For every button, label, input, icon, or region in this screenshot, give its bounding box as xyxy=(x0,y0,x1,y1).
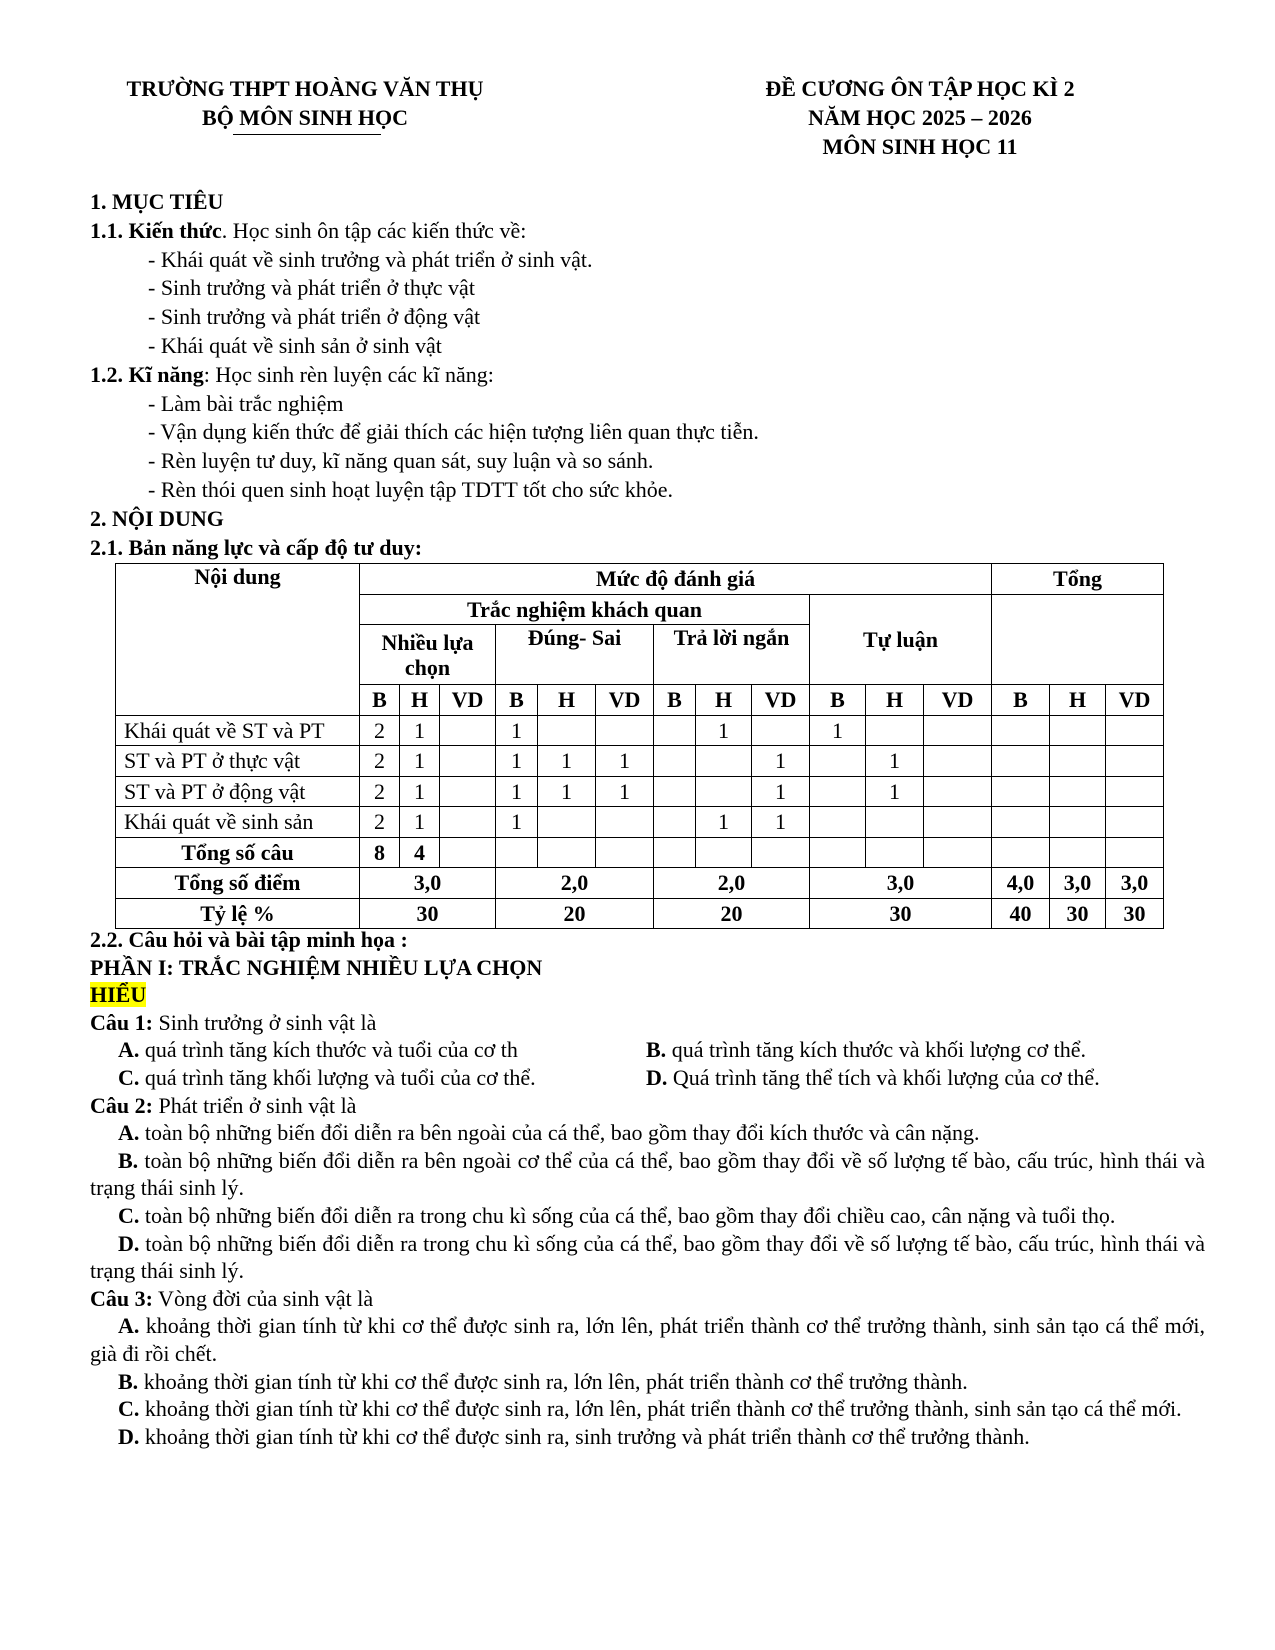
header-left xyxy=(80,74,530,132)
matrix-cell: 1 xyxy=(400,746,440,777)
section-1-title: 1. MỤC TIÊU xyxy=(90,189,224,214)
ratio-row-label: Tỷ lệ % xyxy=(116,898,360,929)
matrix-cell xyxy=(752,715,810,746)
level-tag: HIỂU xyxy=(90,982,147,1008)
total-questions-row xyxy=(116,837,1164,868)
matrix-cell xyxy=(1106,746,1164,777)
matrix-cell xyxy=(440,776,496,807)
summary-cell: 20 xyxy=(496,898,654,929)
matrix-cell xyxy=(992,746,1050,777)
matrix-cell xyxy=(810,746,866,777)
header-underline xyxy=(233,134,381,135)
matrix-cell xyxy=(1106,776,1164,807)
option-a: A. quá trình tăng kích thước và tuổi của cơ th xyxy=(118,1037,518,1063)
matrix-cell xyxy=(992,807,1050,838)
level-header: Mức độ đánh giá xyxy=(360,564,992,595)
skills-heading: 1.2. Kĩ năng: Học sinh rèn luyện các kĩ năng: xyxy=(90,361,494,387)
matrix-cell: 1 xyxy=(496,715,538,746)
matrix-cell xyxy=(654,807,696,838)
matrix-cell xyxy=(924,746,992,777)
matrix-cell: 1 xyxy=(596,746,654,777)
matrix-cell: 1 xyxy=(866,746,924,777)
question-1-options-row xyxy=(90,1036,1205,1064)
matrix-cell: 1 xyxy=(538,746,596,777)
essay-header: Tự luận xyxy=(810,594,992,685)
matrix-cell xyxy=(924,807,992,838)
option-b: B. khoảng thời gian tính từ khi cơ thể được sinh ra, lớn lên, phát triển thành cơ thể trưởng thành. xyxy=(118,1368,968,1394)
level-header-cell: VD xyxy=(1106,685,1164,716)
matrix-cell xyxy=(866,837,924,868)
option-c: C. khoảng thời gian tính từ khi cơ thể được sinh ra, lớn lên, phát triển thành cơ thể trưởng thành, sinh sản tạo cá thể mới. xyxy=(118,1396,1182,1422)
level-header-cell: VD xyxy=(440,685,496,716)
short-answer-header: Trả lời ngắn xyxy=(654,625,810,685)
matrix-heading: 2.1. Bản năng lực và cấp độ tư duy: xyxy=(90,534,423,560)
summary-cell: 30 xyxy=(1106,898,1164,929)
question-1-options-row xyxy=(90,1064,1205,1092)
matrix-cell: 1 xyxy=(696,715,752,746)
knowledge-item: - Khái quát về sinh sản ở sinh vật xyxy=(148,332,442,358)
matrix-cell: 2 xyxy=(360,746,400,777)
ratio-row xyxy=(116,898,1164,929)
matrix-cell xyxy=(696,776,752,807)
total-header-blank xyxy=(992,594,1164,685)
matrix-cell xyxy=(538,807,596,838)
skills-item: - Rèn luyện tư duy, kĩ năng quan sát, suy luận và so sánh. xyxy=(148,448,654,474)
matrix-cell xyxy=(1050,715,1106,746)
level-header-cell: B xyxy=(360,685,400,716)
summary-cell: 40 xyxy=(992,898,1050,929)
true-false-header: Đúng- Sai xyxy=(496,625,654,685)
matrix-cell: 8 xyxy=(360,837,400,868)
matrix-cell xyxy=(1106,837,1164,868)
row-label: ST và PT ở thực vật xyxy=(116,746,360,777)
summary-cell: 30 xyxy=(1050,898,1106,929)
matrix-cell xyxy=(810,837,866,868)
matrix-cell: 1 xyxy=(400,715,440,746)
matrix-cell: 2 xyxy=(360,715,400,746)
summary-cell: 30 xyxy=(360,898,496,929)
summary-cell: 3,0 xyxy=(1106,868,1164,899)
matrix-cell xyxy=(924,837,992,868)
summary-cell: 2,0 xyxy=(496,868,654,899)
matrix-row xyxy=(116,807,1164,838)
matrix-cell xyxy=(1050,746,1106,777)
summary-cell: 30 xyxy=(810,898,992,929)
matrix-cell: 1 xyxy=(752,776,810,807)
matrix-cell: 1 xyxy=(752,807,810,838)
matrix-cell xyxy=(440,837,496,868)
objective-header: Trắc nghiệm khách quan xyxy=(360,594,810,625)
knowledge-item: - Sinh trưởng và phát triển ở động vật xyxy=(148,304,481,330)
matrix-cell: 1 xyxy=(696,807,752,838)
matrix-cell: 1 xyxy=(496,807,538,838)
knowledge-heading: 1.1. Kiến thức. Học sinh ôn tập các kiến thức về: xyxy=(90,217,527,243)
matrix-row xyxy=(116,746,1164,777)
matrix-cell xyxy=(992,715,1050,746)
matrix-cell: 1 xyxy=(496,776,538,807)
level-header-cell: VD xyxy=(752,685,810,716)
matrix-header-row xyxy=(116,564,1164,595)
matrix-cell xyxy=(654,776,696,807)
matrix-cell: 1 xyxy=(752,746,810,777)
matrix-cell: 4 xyxy=(400,837,440,868)
level-header-cell: VD xyxy=(924,685,992,716)
matrix-cell xyxy=(810,776,866,807)
option-d: D. khoảng thời gian tính từ khi cơ thể được sinh ra, sinh trưởng và phát triển thành cơ thể trưởng thành. xyxy=(118,1423,1030,1449)
knowledge-item: - Sinh trưởng và phát triển ở thực vật xyxy=(148,275,475,301)
matrix-cell xyxy=(810,807,866,838)
matrix-cell xyxy=(440,715,496,746)
summary-cell: 3,0 xyxy=(360,868,496,899)
questions-heading: 2.2. Câu hỏi và bài tập minh họa : xyxy=(90,927,408,952)
matrix-cell: 1 xyxy=(400,776,440,807)
matrix-cell xyxy=(654,715,696,746)
matrix-cell xyxy=(866,807,924,838)
level-header-cell: H xyxy=(400,685,440,716)
summary-cell: 2,0 xyxy=(654,868,810,899)
matrix-cell: 2 xyxy=(360,807,400,838)
department-name: BỘ MÔN SINH HỌC xyxy=(202,105,408,130)
content-header: Nội dung xyxy=(116,564,360,716)
matrix-cell: 1 xyxy=(866,776,924,807)
matrix-cell xyxy=(440,746,496,777)
option-b: B. quá trình tăng kích thước và khối lượng cơ thể. xyxy=(646,1037,1087,1063)
option-d: D. Quá trình tăng thể tích và khối lượng của cơ thể. xyxy=(646,1064,1100,1090)
level-header-cell: H xyxy=(538,685,596,716)
option-a: A. khoảng thời gian tính từ khi cơ thể được sinh ra, lớn lên, phát triển thành cơ thể trưởng thành, sinh sản tạo cá thể mới, già đi rồi chết. xyxy=(90,1313,1205,1366)
level-header-cell: H xyxy=(1050,685,1106,716)
matrix-cell xyxy=(696,746,752,777)
matrix-cell: 2 xyxy=(360,776,400,807)
question-3: Câu 3: Vòng đời của sinh vật là xyxy=(90,1285,374,1311)
matrix-cell xyxy=(992,837,1050,868)
matrix-cell xyxy=(1050,807,1106,838)
matrix-cell xyxy=(924,776,992,807)
matrix-cell xyxy=(654,746,696,777)
matrix-cell xyxy=(538,837,596,868)
level-header-cell: B xyxy=(810,685,866,716)
matrix-cell xyxy=(696,837,752,868)
option-c: C. toàn bộ những biến đổi diễn ra trong chu kì sống của cá thể, bao gồm thay đổi chiều cao, cân nặng và tuổi thọ. xyxy=(118,1202,1116,1228)
row-label: Khái quát về sinh sản xyxy=(116,807,360,838)
assessment-matrix-table xyxy=(115,563,1164,929)
matrix-cell xyxy=(1106,715,1164,746)
matrix-cell xyxy=(992,776,1050,807)
objectives-section xyxy=(90,188,1200,562)
document-title: ĐỀ CƯƠNG ÔN TẬP HỌC KÌ 2 xyxy=(765,76,1075,101)
skills-item: - Làm bài trắc nghiệm xyxy=(148,390,344,416)
question-1: Câu 1: Sinh trưởng ở sinh vật là xyxy=(90,1009,377,1035)
matrix-cell xyxy=(596,837,654,868)
skills-item: - Rèn thói quen sinh hoạt luyện tập TDTT tốt cho sức khỏe. xyxy=(148,476,673,502)
level-header-cell: B xyxy=(654,685,696,716)
summary-cell: 4,0 xyxy=(992,868,1050,899)
option-d: D. toàn bộ những biến đổi diễn ra trong chu kì sống của cá thể, bao gồm thay đổi về số lượng tế bào, cấu trúc, hình thái và trạng thái sinh lý. xyxy=(90,1230,1205,1284)
row-label: ST và PT ở động vật xyxy=(116,776,360,807)
questions-section xyxy=(90,926,1205,1450)
matrix-cell xyxy=(596,715,654,746)
matrix-cell xyxy=(538,715,596,746)
matrix-cell: 1 xyxy=(538,776,596,807)
total-header: Tổng xyxy=(992,564,1164,595)
matrix-cell: 1 xyxy=(810,715,866,746)
school-year: NĂM HỌC 2025 – 2026 xyxy=(808,105,1032,130)
matrix-cell: 1 xyxy=(596,776,654,807)
matrix-cell xyxy=(596,807,654,838)
subject-title: MÔN SINH HỌC 11 xyxy=(822,134,1018,159)
total-questions-label: Tổng số câu xyxy=(116,837,360,868)
level-header-cell: VD xyxy=(596,685,654,716)
matrix-cell xyxy=(654,837,696,868)
part-1-title: PHẦN I: TRẮC NGHIỆM NHIỀU LỰA CHỌN xyxy=(90,954,543,980)
matrix-row xyxy=(116,776,1164,807)
knowledge-item: - Khái quát về sinh trưởng và phát triển ở sinh vật. xyxy=(148,246,593,272)
level-header-cell: B xyxy=(496,685,538,716)
matrix-cell xyxy=(866,715,924,746)
question-2: Câu 2: Phát triển ở sinh vật là xyxy=(90,1092,357,1118)
matrix-cell xyxy=(1050,776,1106,807)
section-2-title: 2. NỘI DUNG xyxy=(90,505,224,531)
matrix-cell xyxy=(752,837,810,868)
option-a: A. toàn bộ những biến đổi diễn ra bên ngoài của cá thể, bao gồm thay đổi kích thước và cân nặng. xyxy=(118,1120,980,1146)
matrix-row xyxy=(116,715,1164,746)
summary-cell: 3,0 xyxy=(810,868,992,899)
matrix-cell: 1 xyxy=(400,807,440,838)
matrix-cell xyxy=(1106,807,1164,838)
level-header-cell: B xyxy=(992,685,1050,716)
skills-item: - Vận dụng kiến thức để giải thích các hiện tượng liên quan thực tiễn. xyxy=(148,419,759,445)
mcq-header: Nhiều lựa chọn xyxy=(360,625,496,685)
row-label: Khái quát về ST và PT xyxy=(116,715,360,746)
header-right xyxy=(690,74,1150,161)
matrix-cell xyxy=(1050,837,1106,868)
total-points-row-label: Tổng số điểm xyxy=(116,868,360,899)
matrix-cell xyxy=(440,807,496,838)
summary-cell: 20 xyxy=(654,898,810,929)
matrix-cell: 1 xyxy=(496,746,538,777)
level-header-cell: H xyxy=(866,685,924,716)
option-b: B. toàn bộ những biến đổi diễn ra bên ngoài cơ thể của cá thể, bao gồm thay đổi về số lượng tế bào, cấu trúc, hình thái và trạng thái sinh lý. xyxy=(90,1147,1205,1201)
school-name: TRƯỜNG THPT HOÀNG VĂN THỤ xyxy=(126,76,484,101)
matrix-cell xyxy=(496,837,538,868)
matrix-cell xyxy=(924,715,992,746)
summary-cell: 3,0 xyxy=(1050,868,1106,899)
option-c: C. quá trình tăng khối lượng và tuổi của cơ thể. xyxy=(118,1064,536,1090)
level-header-cell: H xyxy=(696,685,752,716)
total-points-row xyxy=(116,868,1164,899)
